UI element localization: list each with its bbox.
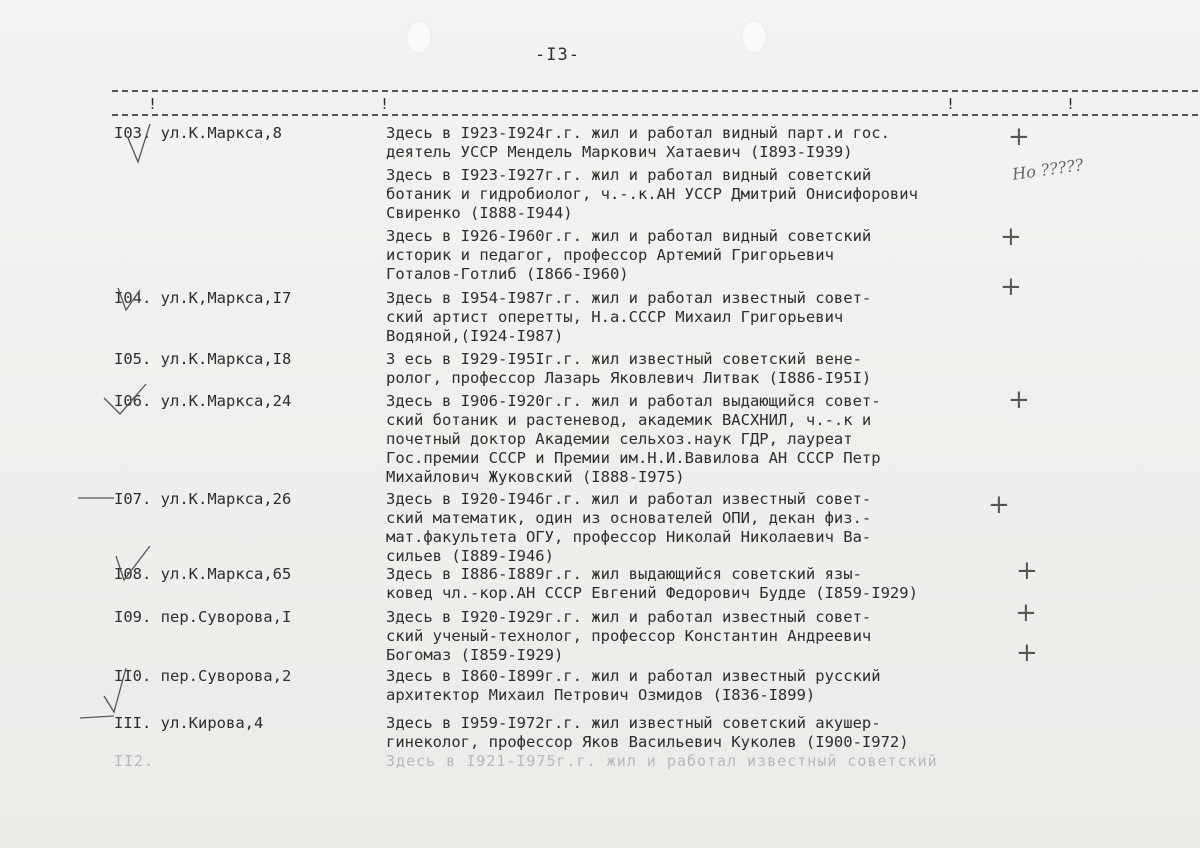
entry-text-line: гинеколог, профессор Яков Васильевич Куколев (I900-I972) bbox=[386, 733, 909, 751]
entry-number-address: II0. пер.Суворова,2 bbox=[114, 667, 292, 685]
entry-text-line: Здесь в I959-I972г.г. жил известный советский акушер- bbox=[386, 714, 881, 732]
entry-text-line: сильев (I889-I946) bbox=[386, 547, 554, 565]
entry-text-line: ский ботаник и растеневод, академик ВАСХНИЛ, ч.-.к и bbox=[386, 411, 872, 429]
check-mark-106 bbox=[104, 384, 146, 414]
entry-text-line: ский математик, один из основателей ОПИ, декан физ.- bbox=[386, 509, 872, 527]
entry-text-line: почетный доктор Академии сельхоз.наук ГДР, лауреат bbox=[386, 430, 853, 448]
column-tick: ! bbox=[148, 95, 158, 113]
handwritten-plus-icon: + bbox=[1016, 638, 1038, 668]
entry-text-line: ботаник и гидробиолог, ч.-.к.АН УССР Дмитрий Онисифорович bbox=[386, 185, 918, 203]
entry-number-address: I06. ул.К.Маркса,24 bbox=[114, 392, 292, 410]
entry-number-address: III. ул.Кирова,4 bbox=[114, 714, 264, 732]
entry-text-line: Здесь в I954-I987г.г. жил и работал известный совет- bbox=[386, 289, 872, 307]
handwritten-note: Ho ????? bbox=[1011, 155, 1085, 184]
entry-text-line: ролог, профессор Лазарь Яковлевич Литвак (I886-I95I) bbox=[386, 369, 872, 387]
entry-text-line: ский артист оперетты, Н.а.СССР Михаил Григорьевич bbox=[386, 308, 844, 326]
column-tick: ! bbox=[380, 95, 390, 113]
entry-text-line: Здесь в I906-I920г.г. жил и работал выдающийся совет- bbox=[386, 392, 881, 410]
entry-number-address: I07. ул.К.Маркса,26 bbox=[114, 490, 292, 508]
entry-text-line: Богомаз (I859-I929) bbox=[386, 646, 564, 664]
entry-text-line: мат.факультета ОГУ, профессор Николай Николаевич Ва- bbox=[386, 528, 872, 546]
dash-mark-111 bbox=[80, 716, 114, 718]
entry-text-line: Здесь в I886-I889г.г. жил выдающийся советский язы- bbox=[386, 565, 862, 583]
entry-text-line: архитектор Михаил Петрович Озмидов (I836-I899) bbox=[386, 686, 816, 704]
entry-number-address: I08. ул.К.Маркса,65 bbox=[114, 565, 292, 583]
check-mark-103 bbox=[128, 124, 150, 162]
entry-text-line: Здесь в I920-I929г.г. жил и работал известный совет- bbox=[386, 608, 872, 626]
handwritten-plus-icon: + bbox=[988, 490, 1010, 520]
entry-text-line: историк и педагог, профессор Артемий Григорьевич bbox=[386, 246, 834, 264]
entry-text-line: деятель УССР Мендель Маркович Хатаевич (I893-I939) bbox=[386, 143, 853, 161]
page-number: -I3- bbox=[535, 45, 580, 65]
faded-entry-number: II2. bbox=[114, 752, 155, 770]
entry-text-line: Гос.премии СССР и Премии им.Н.И.Вавилова АН СССР Петр bbox=[386, 449, 881, 467]
entry-number-address: I05. ул.К.Маркса,I8 bbox=[114, 350, 292, 368]
handwritten-plus-icon: + bbox=[1016, 556, 1038, 586]
check-mark-110 bbox=[104, 668, 126, 712]
handwritten-plus-icon: + bbox=[1000, 272, 1022, 302]
entry-text-line: Здесь в I860-I899г.г. жил и работал известный русский bbox=[386, 667, 881, 685]
handwritten-plus-icon: + bbox=[1015, 598, 1037, 628]
check-mark-108 bbox=[116, 546, 150, 580]
entry-text-line: З есь в I929-I95Iг.г. жил известный советский вене- bbox=[386, 350, 862, 368]
column-tick: ! bbox=[1066, 95, 1076, 113]
entry-text-line: Здесь в I926-I960г.г. жил и работал видный советский bbox=[386, 227, 872, 245]
entry-number-address: I03. ул.К.Маркса,8 bbox=[114, 124, 282, 142]
entry-text-line: Здесь в I923-I924г.г. жил и работал видный парт.и гос. bbox=[386, 124, 890, 142]
column-tick: ! bbox=[946, 95, 956, 113]
entry-text-line: Здесь в I923-I927г.г. жил и работал видный советский bbox=[386, 166, 872, 184]
entry-number-address: I04. ул.К,Маркса,I7 bbox=[114, 289, 292, 307]
entry-text-line: Михайлович Жуковский (I888-I975) bbox=[386, 468, 685, 486]
entry-number-address: I09. пер.Суворова,I bbox=[114, 608, 292, 626]
handwritten-plus-icon: + bbox=[1008, 385, 1030, 415]
entry-text-line: Здесь в I920-I946г.г. жил и работал известный совет- bbox=[386, 490, 872, 508]
check-mark-104 bbox=[118, 288, 140, 310]
entry-text-line: ский ученый-технолог, профессор Константин Андреевич bbox=[386, 627, 872, 645]
handwritten-plus-icon: + bbox=[1008, 122, 1030, 152]
handwritten-plus-icon: + bbox=[1000, 222, 1022, 252]
entry-text-line: Свиренко (I888-I944) bbox=[386, 204, 573, 222]
entry-text-line: Готалов-Готлиб (I866-I960) bbox=[386, 265, 629, 283]
entry-text-line: ковед чл.-кор.АН СССР Евгений Федорович Будде (I859-I929) bbox=[386, 584, 918, 602]
faded-entry-text: Здесь в I921-I975г.г. жил и работал известный советский bbox=[386, 752, 938, 770]
entry-text-line: Водяной,(I924-I987) bbox=[386, 327, 564, 345]
